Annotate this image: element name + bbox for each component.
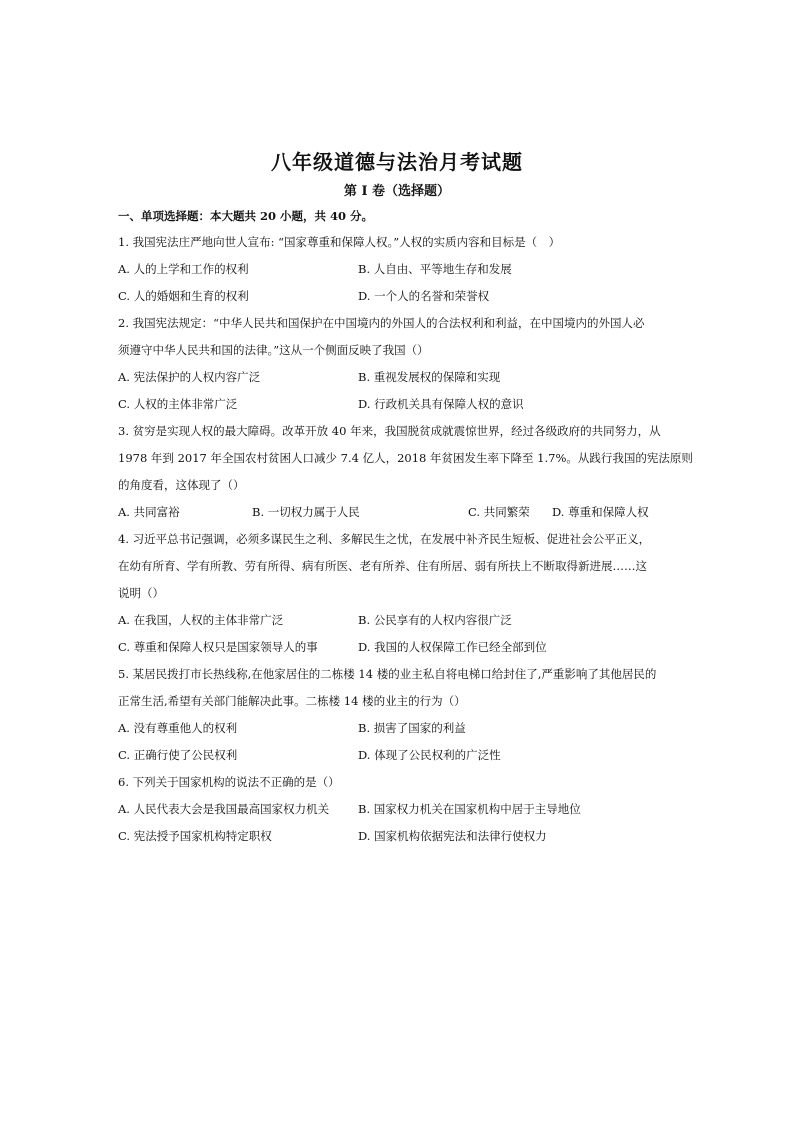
question-3-option-b: B. 一切权力属于人民 xyxy=(252,505,360,519)
question-1-option-c: C. 人的婚姻和生育的权利 xyxy=(118,289,249,303)
question-3-text-line-3: 的角度看，这体现了（） xyxy=(118,478,245,492)
question-2-text-line-1: 2. 我国宪法规定：“中华人民共和国保护在中国境内的外国人的合法权利和利益，在中国境内的外国人必 xyxy=(118,316,645,330)
question-6-option-a: A. 人民代表大会是我国最高国家权力机关 xyxy=(118,802,330,816)
exam-subtitle: 第 I 卷（选择题） xyxy=(343,184,451,199)
question-5-text-line-2: 正常生活,希望有关部门能解决此事。二栋楼 14 楼的业主的行为（） xyxy=(118,694,466,708)
question-3-option-d: D. 尊重和保障人权 xyxy=(552,505,649,519)
question-4-text-line-3: 说明（） xyxy=(118,586,164,600)
question-6-text: 6. 下列关于国家机构的说法不正确的是（） xyxy=(118,775,340,789)
question-1-text: 1. 我国宪法庄严地向世人宣布: “国家尊重和保障人权。”人权的实质内容和目标是（ ） xyxy=(118,235,561,249)
question-3-option-a: A. 共同富裕 xyxy=(118,505,180,519)
question-2-option-b: B. 重视发展权的保障和实现 xyxy=(358,370,501,384)
question-5-option-d: D. 体现了公民权利的广泛性 xyxy=(358,748,501,762)
question-1-option-b: B. 人自由、平等地生存和发展 xyxy=(358,262,512,276)
question-2-option-d: D. 行政机关具有保障人权的意识 xyxy=(358,397,524,411)
question-4-option-c: C. 尊重和保障人权只是国家领导人的事 xyxy=(118,640,318,654)
question-5-text-line-1: 5. 某居民拨打市长热线称,在他家居住的二栋楼 14 楼的业主私自将电梯口给封住了,严重影响了其他居民的 xyxy=(118,667,657,681)
question-1-option-a: A. 人的上学和工作的权利 xyxy=(118,262,249,276)
exam-title: 八年级道德与法治月考试题 xyxy=(271,150,523,174)
question-4-option-a: A. 在我国，人权的主体非常广泛 xyxy=(118,613,284,627)
question-4-option-b: B. 公民享有的人权内容很广泛 xyxy=(358,613,512,627)
question-3-option-c: C. 共同繁荣 xyxy=(468,505,530,519)
question-4-text-line-1: 4. 习近平总书记强调，必须多谋民生之利、多解民生之忧，在发展中补齐民生短板、促进社会公平正义， xyxy=(118,532,651,546)
question-2-option-c: C. 人权的主体非常广泛 xyxy=(118,397,238,411)
question-6-option-c: C. 宪法授予国家机构特定职权 xyxy=(118,829,272,843)
question-3-text-line-2: 1978 年到 2017 年全国农村贫困人口减少 7.4 亿人，2018 年贫困发生率下降至 1.7%。从践行我国的宪法原则 xyxy=(118,451,693,465)
question-2-text-line-2: 须遵守中华人民共和国的法律。”这从一个侧面反映了我国（） xyxy=(118,343,429,357)
question-5-option-a: A. 没有尊重他人的权利 xyxy=(118,721,238,735)
question-4-text-line-2: 在幼有所育、学有所教、劳有所得、病有所医、老有所养、住有所居、弱有所扶上不断取得新进展……这 xyxy=(118,559,647,573)
question-5-option-c: C. 正确行使了公民权利 xyxy=(118,748,238,762)
question-4-option-d: D. 我国的人权保障工作已经全部到位 xyxy=(358,640,547,654)
question-2-option-a: A. 宪法保护的人权内容广泛 xyxy=(118,370,261,384)
question-6-option-b: B. 国家权力机关在国家机构中居于主导地位 xyxy=(358,802,581,816)
question-6-option-d: D. 国家机构依据宪法和法律行使权力 xyxy=(358,829,547,843)
question-5-option-b: B. 损害了国家的利益 xyxy=(358,721,466,735)
question-1-option-d: D. 一个人的名誉和荣誉权 xyxy=(358,289,490,303)
section-heading: 一、单项选择题：本大题共 20 小题，共 40 分。 xyxy=(118,209,374,223)
question-3-text-line-1: 3. 贫穷是实现人权的最大障碍。改革开放 40 年来，我国脱贫成就震惊世界，经过各级政府的共同努力，从 xyxy=(118,424,661,438)
